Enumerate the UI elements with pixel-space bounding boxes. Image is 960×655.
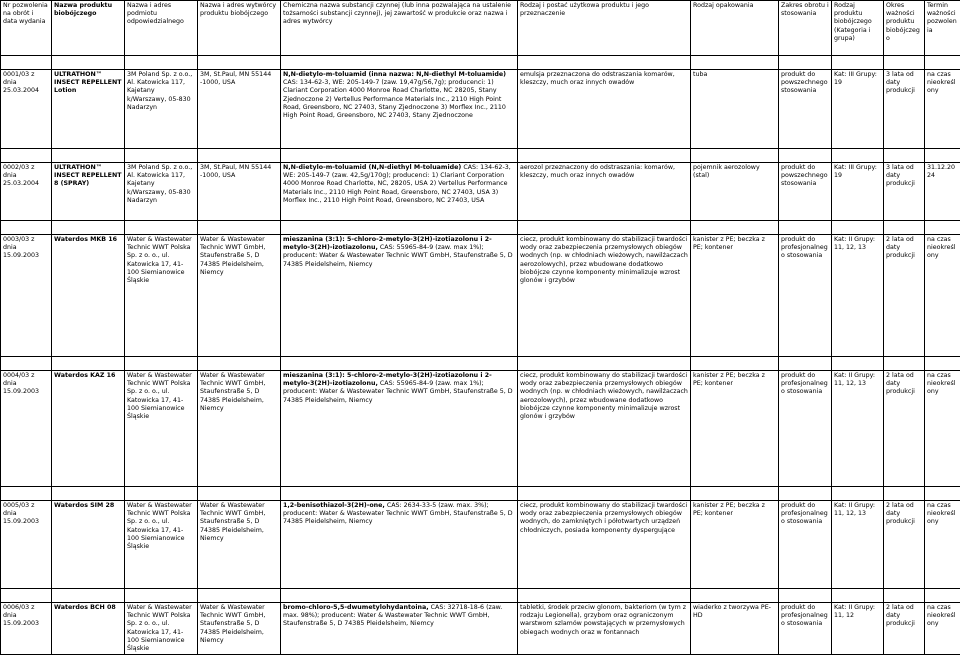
product-name: Waterdos SIM 28: [52, 501, 125, 589]
shelf-life: 2 lata od daty produkcji: [884, 235, 925, 357]
header-cell: Rodzaj opakowania: [691, 1, 779, 56]
substance-name: bromo-chloro-5,5-dwumetylohydantoina,: [283, 604, 429, 611]
packaging: wiaderko z tworzywa PE-HD: [691, 603, 779, 655]
substance-name: mieszanina (3:1): 5-chloro-2-metylo-3(2H)-izotiazolonu i 2-metylo-3(2H)-izotiazolonu,: [283, 236, 492, 251]
table-row: [1, 235, 960, 357]
spacer-row: [1, 357, 960, 371]
table-row: [1, 603, 960, 655]
substance-details: CAS: 32718-18-6 (zaw. max. 98%); producent: Water & Wastewater Technic WWT GmbH, Staufenstraße 5, D 74385 Pleidelsheim, Niemcy: [283, 604, 502, 627]
shelf-life: 2 lata od daty produkcji: [884, 603, 925, 655]
product-form: emulsja przeznaczona do odstraszania komarów, kleszczy, much oraz innych owadów: [518, 70, 691, 149]
product-form: ciecz, produkt kombinowany do stabilizacji twardości wody oraz zabezpieczenia przemysłowych obiegów wodnych (np. w chłodniach wieżowych, nawilżaczach aerozolowych), przez wbudowane dodatkowo biobójcze czynne komponenty minimalizuje wzrost glonów i grzybów: [518, 235, 691, 357]
header-cell: Nazwa produktu biobójczego: [52, 1, 125, 56]
product-form: tabletki, środek przeciw glonom, bakteriom (w tym z rodzaju Legionella), grzybom oraz ograniczonym warstwom szlamów powstających w przemysłowych obiegach wodnych oraz w fontannach: [518, 603, 691, 655]
header-cell: Nazwa i adres wytwórcy produktu biobójczego: [198, 1, 281, 56]
packaging: pojemnik aerozolowy (stal): [691, 163, 779, 221]
scope-of-use: produkt do powszechnego stosowania: [779, 70, 832, 149]
responsible-entity: 3M Poland Sp. z o.o., Al. Katowicka 117, Kajetany k/Warszawy, 05-830 Nadarzyn: [125, 70, 198, 149]
substance-details: CAS: 134-62-3, WE: 205-149-7 (zaw. 42,5g/170g); producenci: 1) Clariant Corporation 4000 Monroe Road Charlotte, NC, 28205, USA 2) Vertellus Performance Materials Inc., 2110 High Point Road, Greensboro, NC 27403, USA 3) Morflex Inc., 2110 High Point Road, Greensboro, NC 27403, USA: [283, 164, 511, 204]
spacer-row: [1, 487, 960, 501]
scope-of-use: produkt do profesjonalnego stosowania: [779, 603, 832, 655]
product-form: ciecz, produkt kombinowany do stabilizacji twardości wody oraz zabezpieczenia przemysłowych obiegów wodnych, do zamkniętych i półotwartych urządzeń chłodniczych, posiada komponenty dyspergujące: [518, 501, 691, 589]
shelf-life: 2 lata od daty produkcji: [884, 371, 925, 487]
substance-name: N,N-dietylo-m-toluamid (inna nazwa: N,N-diethyl M-toluamide): [283, 71, 506, 78]
product-type: Kat: II Grupy: 11, 12, 13: [832, 501, 884, 589]
responsible-entity: Water & Wastewater Technic WWT Polska Sp. z o. o., ul. Katowicka 17, 41-100 Siemianowice Śląskie: [125, 603, 198, 655]
header-cell: Rodzaj i postać użytkowa produktu i jego przeznaczenie: [518, 1, 691, 56]
substance-name: N,N-dietylo-m-toluamid (N,N-diethyl M-toluamide): [283, 164, 461, 171]
substance-details: CAS: 55965-84-9 (zaw. max 1%); producent: Water & Wastewater Technic WWT GmbH, Staufenstraße 5, D 74385 Pleidelsheim, Niemcy: [283, 244, 513, 267]
packaging: kanister z PE; beczka z PE; kontener: [691, 235, 779, 357]
product-type: Kat: II Grupy: 11, 12, 13: [832, 235, 884, 357]
manufacturer: 3M, St.Paul, MN 55144 -1000, USA: [198, 70, 281, 149]
substance-name: 1,2-benisothiazol-3(2H)-one,: [283, 502, 385, 509]
manufacturer: Water & Wastewater Technic WWT GmbH, Staufenstraße 5, D 74385 Pleidelsheim, Niemcy: [198, 603, 281, 655]
permit-validity: na czas nieokreślony: [925, 70, 960, 149]
active-substance: [281, 603, 518, 655]
substance-details: CAS: 55965-84-9 (zaw. max 1%); producent: Water & Wastewater Technic WWT GmbH, Staufenstraße 5, D 74385 Pleidelsheim, Niemcy: [283, 380, 513, 403]
responsible-entity: Water & Wastewater Technic WWT Polska Sp. z o. o., ul. Katowicka 17, 41-100 Siemianowice Śląskie: [125, 501, 198, 589]
permit-validity: na czas nieokreślony: [925, 501, 960, 589]
responsible-entity: Water & Wastewater Technic WWT Polska Sp. z o. o., ul. Katowicka 17, 41-100 Siemianowice Śląskie: [125, 235, 198, 357]
header-cell: Termin ważności pozwolenia: [925, 1, 960, 56]
permit-validity: na czas nieokreślony: [925, 235, 960, 357]
header-row: [1, 1, 960, 56]
table-row: [1, 371, 960, 487]
scope-of-use: produkt do powszechnego stosowania: [779, 163, 832, 221]
permit-validity: na czas nieokreślony: [925, 371, 960, 487]
permit-number: 0004/03 z dnia 15.09.2003: [1, 371, 52, 487]
manufacturer: Water & Wastewater Technic WWT GmbH, Staufenstraße 5, D 74385 Pleidelsheim, Niemcy: [198, 371, 281, 487]
header-cell: Nazwa i adres podmiotu odpowiedzialnego: [125, 1, 198, 56]
header-cell: Okres ważności produktu biobójczego: [884, 1, 925, 56]
scope-of-use: produkt do profesjonalnego stosowania: [779, 235, 832, 357]
spacer-row: [1, 56, 960, 70]
header-cell: Rodzaj produktu biobójczego (Kategoria i grupa): [832, 1, 884, 56]
product-form: ciecz, produkt kombinowany do stabilizacji twardości wody oraz zabezpieczenia przemysłowych obiegów wodnych (np. w chłodniach wieżowych, nawilżaczach aerozolowych), przez wbudowane dodatkowo biobójcze czynne komponenty minimalizuje wzrost glonów i grzybów: [518, 371, 691, 487]
product-form: aerozol przeznaczony do odstraszania: komarów, kleszczy, much oraz innych owadów: [518, 163, 691, 221]
packaging: kanister z PE; beczka z PE; kontener: [691, 371, 779, 487]
active-substance: [281, 70, 518, 149]
active-substance: [281, 235, 518, 357]
product-type: Kat: II Grupy: 11, 12: [832, 603, 884, 655]
product-name: Waterdos KAZ 16: [52, 371, 125, 487]
spacer-row: [1, 221, 960, 235]
permit-validity: 31.12.2024: [925, 163, 960, 221]
active-substance: [281, 501, 518, 589]
permit-number: 0005/03 z dnia 15.09.2003: [1, 501, 52, 589]
substance-details: CAS: 2634-33-5 (zaw. max. 3%); producent: Water & Wastewater Technic WWT GmbH, Staufenstraße 5, D 74385 Pleidelsheim, Niemcy: [283, 502, 513, 525]
active-substance: [281, 163, 518, 221]
permit-number: 0006/03 z dnia 15.09.2003: [1, 603, 52, 655]
scope-of-use: produkt do profesjonalnego stosowania: [779, 501, 832, 589]
spacer-row: [1, 149, 960, 163]
table-row: [1, 501, 960, 589]
responsible-entity: 3M Poland Sp. z o.o., Al. Katowicka 117, Kajetany k/Warszawy, 05-830 Nadarzyn: [125, 163, 198, 221]
product-name: ULTRATHON™ INSECT REPELLENT 8 (SPRAY): [52, 163, 125, 221]
substance-details: CAS: 134-62-3, WE: 205-149-7 (zaw. 19,47g/56,7g); producenci: 1) Clariant Corporation 4000 Monroe Road Charlotte, NC 28205, Stany Zjednoczone 2) Vertellus Performance Materials Inc., 2110 High Point Road, Greensboro, NC 27403, Stany Zjednoczone 3) Morflex Inc., 2110 High Point Road, Greensboro, NC 27403, Stany Zjednoczone: [283, 79, 506, 119]
packaging: tuba: [691, 70, 779, 149]
manufacturer: 3M, St.Paul, MN 55144 -1000, USA: [198, 163, 281, 221]
header-cell: Nr pozwolenia na obrót i data wydania: [1, 1, 52, 56]
header-cell: Chemiczna nazwa substancji czynnej (lub inna pozwalająca na ustalenie tożsamości substancji czynnej), jej zawartość w produkcie oraz nazwa i adres wytwórcy: [281, 1, 518, 56]
permit-number: 0001/03 z dnia 25.03.2004: [1, 70, 52, 149]
product-name: Waterdos MKB 16: [52, 235, 125, 357]
shelf-life: 2 lata od daty produkcji: [884, 501, 925, 589]
table-row: [1, 163, 960, 221]
shelf-life: 3 lata od daty produkcji: [884, 70, 925, 149]
product-type: Kat: II Grupy: 11, 12, 13: [832, 371, 884, 487]
manufacturer: Water & Wastewater Technic WWT GmbH, Staufenstraße 5, D 74385 Pleidelsheim, Niemcy: [198, 501, 281, 589]
permit-number: 0002/03 z dnia 25.03.2004: [1, 163, 52, 221]
shelf-life: 3 lata od daty produkcji: [884, 163, 925, 221]
substance-name: mieszanina (3:1): 5-chloro-2-metylo-3(2H)-izotiazolonu i 2-metylo-3(2H)-izotiazolonu,: [283, 372, 492, 387]
active-substance: [281, 371, 518, 487]
spacer-row: [1, 589, 960, 603]
scope-of-use: produkt do profesjonalnego stosowania: [779, 371, 832, 487]
product-name: Waterdos BCH 08: [52, 603, 125, 655]
responsible-entity: Water & Wastewater Technic WWT Polska Sp. z o. o., ul. Katowicka 17, 41-100 Siemianowice Śląskie: [125, 371, 198, 487]
product-type: Kat: III Grupy: 19: [832, 163, 884, 221]
packaging: kanister z PE; beczka z PE; kontener: [691, 501, 779, 589]
manufacturer: Water & Wastewater Technic WWT GmbH, Staufenstraße 5, D 74385 Pleidelsheim, Niemcy: [198, 235, 281, 357]
table-row: [1, 70, 960, 149]
header-cell: Zakres obrotu i stosowania: [779, 1, 832, 56]
permit-validity: na czas nieokreślony: [925, 603, 960, 655]
permit-number: 0003/03 z dnia 15.09.2003: [1, 235, 52, 357]
product-type: Kat: III Grupy: 19: [832, 70, 884, 149]
product-name: ULTRATHON™ INSECT REPELLENT Lotion: [52, 70, 125, 149]
